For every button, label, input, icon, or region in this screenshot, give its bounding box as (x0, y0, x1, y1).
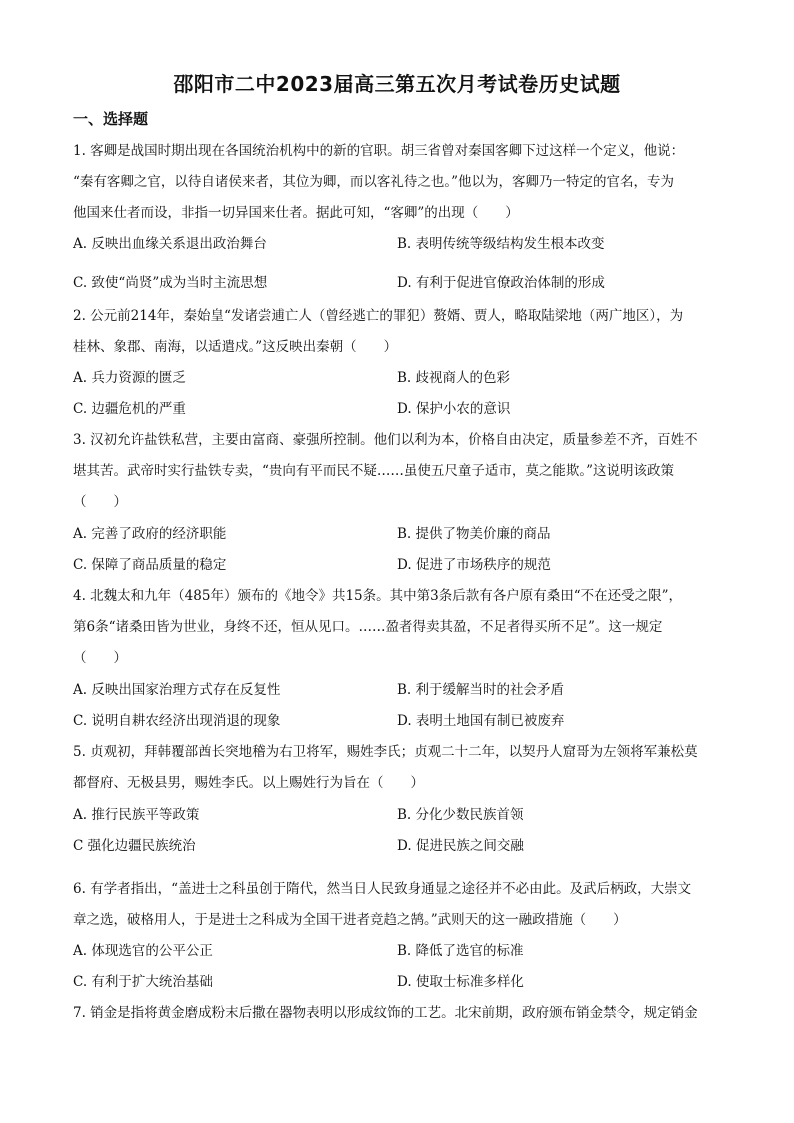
q2-option-b: B. 歧视商人的色彩 (397, 370, 511, 386)
q6-option-c: C. 有利于扩大统治基础 (73, 974, 213, 990)
q1-option-b: B. 表明传统等级结构发生根本改变 (397, 236, 605, 252)
q3-option-c: C. 保障了商品质量的稳定 (73, 557, 227, 573)
q7-line-1: 7. 销金是指将黄金磨成粉末后撒在器物表明以形成纹饰的工艺。北宋前期，政府颁布销金禁令，规定销金 (73, 1005, 698, 1021)
page-title: 邵阳市二中2023届高三第五次月考试卷历史试题 (173, 72, 621, 96)
q5-option-a: A. 推行民族平等政策 (73, 807, 200, 823)
q2-line-2: 桂林、象郡、南海，以适遣戍。”这反映出秦朝（ ） (73, 339, 398, 355)
q1-option-d: D. 有利于促进官僚政治体制的形成 (397, 275, 605, 291)
q1-option-a: A. 反映出血缘关系退出政治舞台 (73, 236, 267, 252)
q1-line-1: 1. 客卿是战国时期出现在各国统治机构中的新的官职。胡三省曾对秦国客卿下过这样一个定义，他说： (73, 143, 685, 159)
q3-line-2: 堪其苦。武帝时实行盐铁专卖，“贵向有平而民不疑……虽使五尺童子适市，莫之能欺。”这说明该政策 (73, 463, 675, 479)
q1-line-3: 他国来仕者而设，非指一切异国来仕者。据此可知，“客卿”的出现（ ） (73, 205, 519, 221)
q6-line-1: 6. 有学者指出，“盖进士之科虽创于隋代，然当日人民致身通显之途径并不必由此。及武后柄政，大崇文 (73, 881, 692, 897)
q4-option-d: D. 表明土地国有制已被废弃 (397, 713, 565, 729)
q3-option-d: D. 促进了市场秩序的规范 (397, 557, 551, 573)
q4-option-a: A. 反映出国家治理方式存在反复性 (73, 682, 281, 698)
q2-option-d: D. 保护小农的意识 (397, 401, 511, 417)
q4-option-c: C. 说明自耕农经济出现消退的现象 (73, 713, 281, 729)
q3-line-1: 3. 汉初允许盐铁私营，主要由富商、豪强所控制。他们以利为本，价格自由决定，质量参差不齐，百姓不 (73, 432, 698, 448)
q5-option-d: D. 促进民族之间交融 (397, 838, 524, 854)
q4-line-2: 第6条“诸桑田皆为世业，身终不还，恒从见口。……盈者得卖其盈，不足者得买所不足”。这一规定 (73, 619, 663, 635)
q6-option-a: A. 体现选官的公平公正 (73, 943, 213, 959)
q4-line-1: 4. 北魏太和九年（485年）颁布的《地令》共15条。其中第3条后款有各户原有桑田“不在还受之限”， (73, 588, 683, 604)
q5-line-2: 都督府、无极县男，赐姓李氏。以上赐姓行为旨在（ ） (73, 775, 424, 791)
q6-option-b: B. 降低了选官的标准 (397, 943, 524, 959)
q3-line-3: （ ） (73, 494, 127, 510)
q6-option-d: D. 使取士标准多样化 (397, 974, 524, 990)
q6-line-2: 章之选，破格用人，于是进士之科成为全国干进者竞趋之鹄。”武则天的这一融政措施（ ） (73, 912, 627, 928)
q5-option-b: B. 分化少数民族首领 (397, 807, 524, 823)
q3-option-a: A. 完善了政府的经济职能 (73, 526, 227, 542)
q4-option-b: B. 利于缓解当时的社会矛盾 (397, 682, 565, 698)
q2-option-c: C. 边疆危机的严重 (73, 401, 186, 417)
q3-option-b: B. 提供了物美价廉的商品 (397, 526, 551, 542)
section-heading: 一、选择题 (73, 110, 149, 128)
q2-line-1: 2. 公元前214年，秦始皇“发诸尝逋亡人（曾经逃亡的罪犯）赘婿、贾人，略取陆梁地（两广地区），为 (73, 308, 684, 324)
q4-line-3: （ ） (73, 650, 127, 666)
q1-option-c: C. 致使“尚贤”成为当时主流思想 (73, 275, 268, 291)
q5-option-c: C 强化边疆民族统治 (73, 838, 196, 854)
q5-line-1: 5. 贞观初，拜韩覆部酋长突地稽为右卫将军，赐姓李氏；贞观二十二年，以契丹人窟哥为左领将军兼松莫 (73, 744, 698, 760)
q2-option-a: A. 兵力资源的匮乏 (73, 370, 186, 386)
q1-line-2: “秦有客卿之官，以待自诸侯来者，其位为卿，而以客礼待之也。”他以为，客卿乃一特定的官名，专为 (73, 174, 675, 190)
